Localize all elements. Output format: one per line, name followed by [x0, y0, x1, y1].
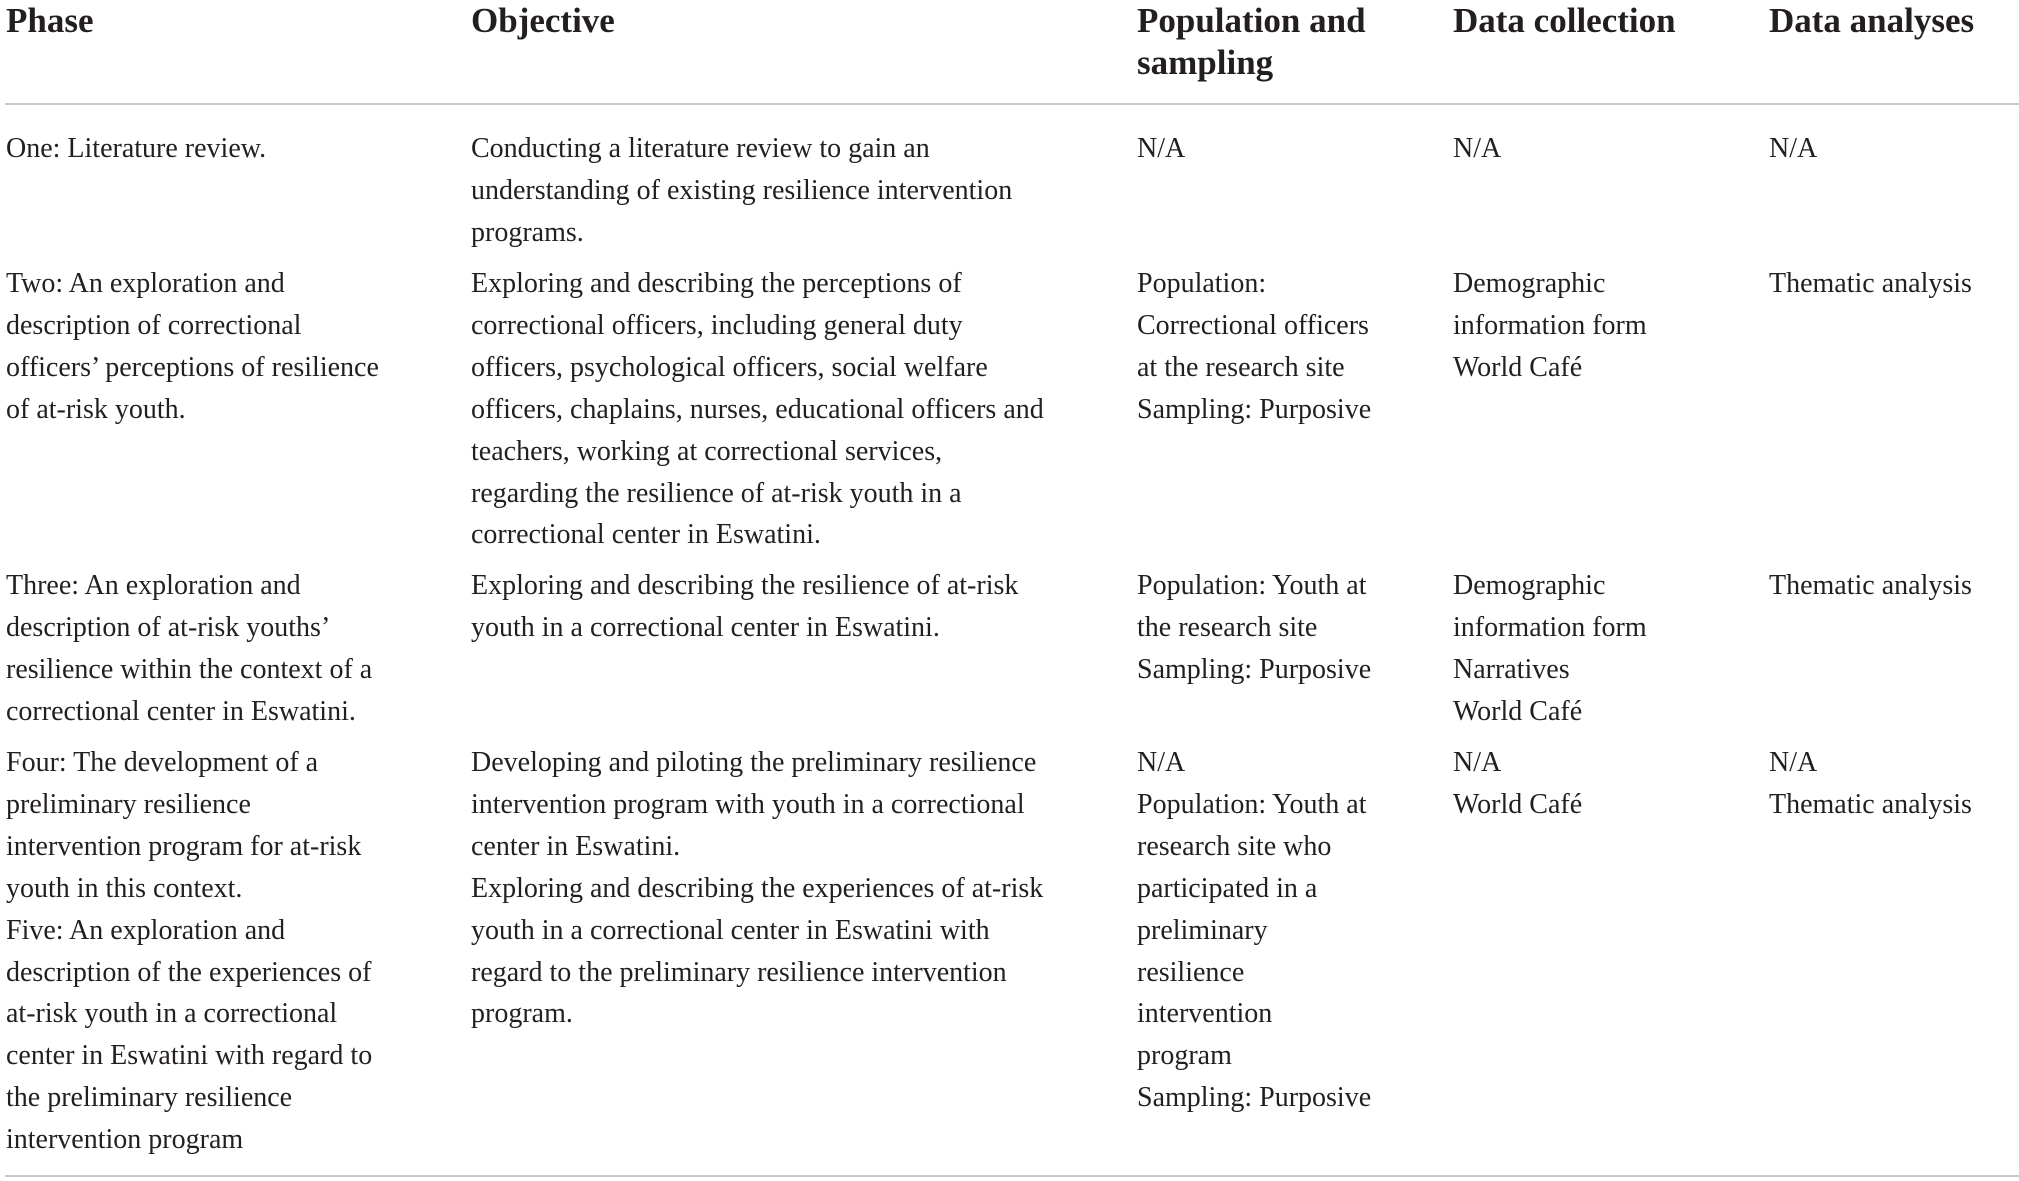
row-4-analyses: N/A Thematic analysis — [1769, 747, 1972, 820]
row-3-collection: Demographic information form Narratives World Café — [1453, 570, 1647, 727]
row-4-collection: N/A World Café — [1453, 747, 1583, 820]
row-3-phase: Three: An exploration and description of at-risk youths’ resilience within the context of a correctional center in Eswatini. — [6, 570, 373, 727]
row-1-population: N/A — [1137, 133, 1186, 164]
header-divider — [5, 103, 2019, 105]
row-4-phase: Four: The development of a preliminary resilience intervention program for at-risk youth in this context. Five: An exploration and description of the experiences of at-risk youth in a correctional center in Eswatini with regard to the preliminary resilience intervention program — [6, 747, 373, 1156]
row-3-population: Population: Youth at the research site Sampling: Purposive — [1137, 570, 1372, 685]
table-bottom-rule — [5, 1175, 2019, 1177]
row-2-population: Population: Correctional officers at the research site Sampling: Purposive — [1137, 268, 1372, 425]
row-4-objective: Developing and piloting the preliminary resilience intervention program with youth in a correctional center in Eswatini. Exploring and describing the experiences of at-risk youth in a correctional center in Eswatini with regard to the preliminary resilience intervention program. — [471, 747, 1044, 1030]
row-2-phase: Two: An exploration and description of correctional officers’ perceptions of resilience of at-risk youth. — [6, 268, 379, 425]
row-2-objective: Exploring and describing the perceptions of correctional officers, including general duty officers, psychological officers, social welfare officers, chaplains, nurses, educational officers and teachers, working at correctional services, regarding the resilience of at-risk youth in a correctional center in Eswatini. — [471, 268, 1044, 551]
row-1-objective: Conducting a literature review to gain an understanding of existing resilience intervention programs. — [471, 133, 1013, 248]
row-2-collection: Demographic information form World Café — [1453, 268, 1647, 383]
header-data-analyses: Data analyses — [1769, 1, 1975, 40]
row-1-collection: N/A — [1453, 133, 1502, 164]
row-1-analyses: N/A — [1769, 133, 1818, 164]
row-2-analyses: Thematic analysis — [1769, 268, 1972, 299]
header-phase: Phase — [6, 1, 94, 40]
row-3-objective: Exploring and describing the resilience of at-risk youth in a correctional center in Eswatini. — [471, 570, 1019, 643]
header-data-collection: Data collection — [1453, 1, 1676, 40]
header-population-and-sampling: Population and sampling — [1137, 1, 1366, 82]
row-3-analyses: Thematic analysis — [1769, 570, 1972, 601]
row-4-population: N/A Population: Youth at research site who participated in a preliminary resilience intervention program Sampling: Purposive — [1137, 747, 1372, 1114]
header-objective: Objective — [471, 1, 615, 40]
row-1-phase: One: Literature review. — [6, 133, 267, 164]
